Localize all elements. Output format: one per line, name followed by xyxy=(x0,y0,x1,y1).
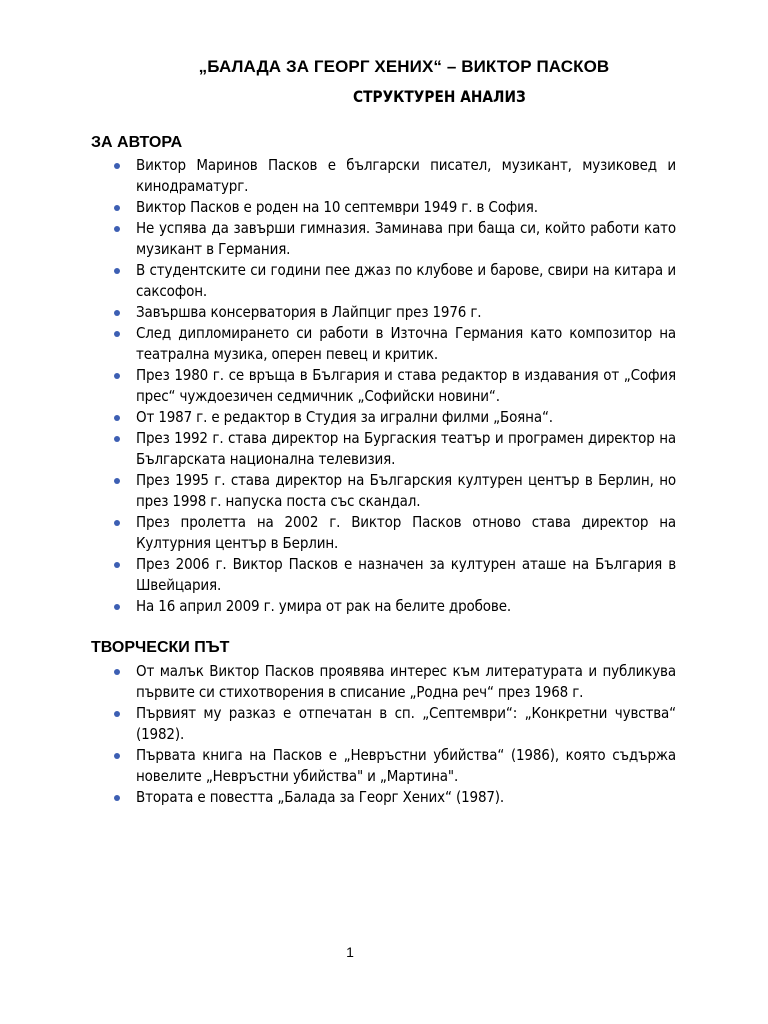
list-item-text: Виктор Пасков е роден на 10 септември 1949 г. в София. xyxy=(136,198,538,216)
document-subtitle: СТРУКТУРЕН АНАЛИЗ xyxy=(353,87,526,106)
list-item-text: През 1992 г. става директор на Бургаския театър и програмен директор на Българската национална телевизия. xyxy=(136,429,676,468)
list-item-text: В студентските си години пее джаз по клубове и барове, свири на китара и саксофон. xyxy=(136,261,676,300)
list-item-text: През 2006 г. Виктор Пасков е назначен за културен аташе на България в Швейцария. xyxy=(136,555,676,594)
bullet-icon xyxy=(114,520,120,526)
list-item-text: Завършва консерватория в Лайпциг през 1976 г. xyxy=(136,303,482,321)
list-item xyxy=(0,596,676,617)
bullet-icon xyxy=(114,711,120,717)
list-item xyxy=(0,197,676,218)
bullet-icon xyxy=(114,478,120,484)
bullet-icon xyxy=(114,226,120,232)
list-item xyxy=(0,787,676,808)
list-item xyxy=(0,260,676,302)
list-item-text: През 1995 г. става директор на Българския културен център в Берлин, но през 1998 г. напуска поста със скандал. xyxy=(136,471,676,510)
bullet-icon xyxy=(114,331,120,337)
bullet-icon xyxy=(114,310,120,316)
list-item-text: През пролетта на 2002 г. Виктор Пасков отново става директор на Културния център в Берлин. xyxy=(136,513,676,552)
list-item-text: Не успява да завърши гимназия. Заминава при баща си, който работи като музикант в Германия. xyxy=(136,219,676,258)
list-item xyxy=(0,512,676,554)
author-bullet-list xyxy=(0,155,768,617)
list-item xyxy=(0,470,676,512)
list-item xyxy=(0,703,676,745)
bullet-icon xyxy=(114,436,120,442)
list-item xyxy=(0,365,676,407)
bullet-icon xyxy=(114,795,120,801)
list-item xyxy=(0,302,676,323)
list-item-text: Втората е повестта „Балада за Георг Хених“ (1987). xyxy=(136,788,505,806)
list-item xyxy=(0,218,676,260)
section-heading-creative-path: ТВОРЧЕСКИ ПЪТ xyxy=(91,639,230,656)
list-item-text: Виктор Маринов Пасков е български писател, музикант, музиковед и кинодраматург. xyxy=(136,156,676,195)
bullet-icon xyxy=(114,268,120,274)
list-item xyxy=(0,661,676,703)
list-item-text: Първата книга на Пасков е „Невръстни убийства“ (1986), която съдържа новелите „Невръстни убийства" и „Мартина". xyxy=(136,746,676,785)
bullet-icon xyxy=(114,669,120,675)
list-item xyxy=(0,745,676,787)
list-item-text: От малък Виктор Пасков проявява интерес към литературата и публикува първите си стихотворения в списание „Родна реч“ през 1968 г. xyxy=(136,662,676,701)
section-heading-author: ЗА АВТОРА xyxy=(91,134,183,151)
bullet-icon xyxy=(114,753,120,759)
list-item xyxy=(0,554,676,596)
bullet-icon xyxy=(114,562,120,568)
list-item-text: През 1980 г. се връща в България и става редактор в издавания от „София прес“ чуждоезичен седмичник „Софийски новини“. xyxy=(136,366,676,405)
list-item-text: На 16 април 2009 г. умира от рак на белите дробове. xyxy=(136,597,511,615)
page-number: 1 xyxy=(346,944,354,960)
bullet-icon xyxy=(114,163,120,169)
list-item xyxy=(0,428,676,470)
bullet-icon xyxy=(114,604,120,610)
bullet-icon xyxy=(114,205,120,211)
bullet-icon xyxy=(114,373,120,379)
list-item xyxy=(0,407,676,428)
list-item-text: Първият му разказ е отпечатан в сп. „Септември“: „Конкретни чувства“ (1982). xyxy=(136,704,676,743)
list-item xyxy=(0,155,676,197)
list-item xyxy=(0,323,676,365)
list-item-text: След дипломирането си работи в Източна Германия като композитор на театрална музика, оперен певец и критик. xyxy=(136,324,676,363)
bullet-icon xyxy=(114,415,120,421)
document-title: „БАЛАДА ЗА ГЕОРГ ХЕНИХ“ – ВИКТОР ПАСКОВ xyxy=(198,57,610,76)
list-item-text: От 1987 г. е редактор в Студия за игрални филми „Бояна“. xyxy=(136,408,553,426)
creative-path-bullet-list xyxy=(0,661,768,808)
